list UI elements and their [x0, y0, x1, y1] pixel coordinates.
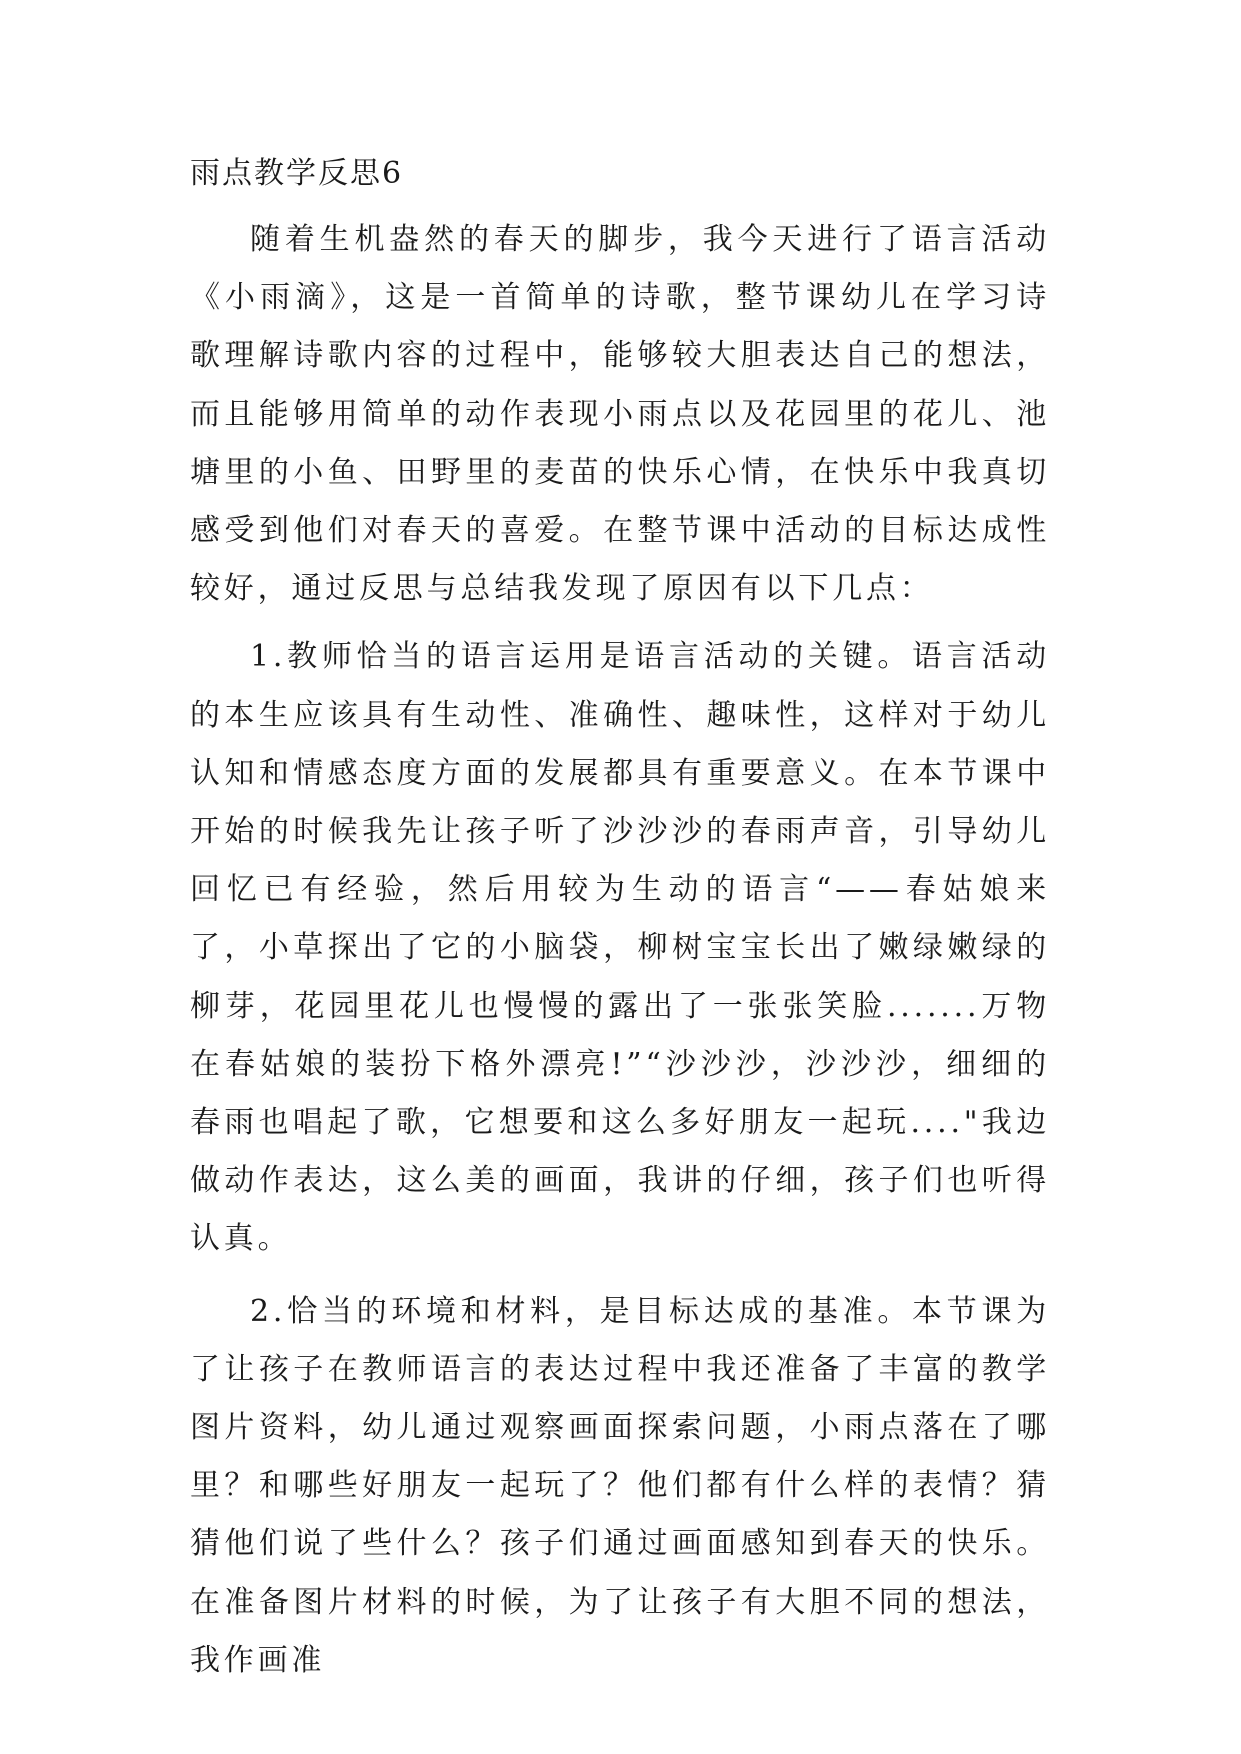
paragraph-point-2: 2.恰当的环境和材料，是目标达成的基准。本节课为了让孩子在教师语言的表达过程中我还准备了丰富的教学图片资料，幼儿通过观察画面探索问题，小雨点落在了哪里？和哪些好朋友一起玩了？他们都有什么样的表情？猜猜他们说了些什么？孩子们通过画面感知到春天的快乐。在准备图片材料的时候，为了让孩子有大胆不同的想法，我作画准	[190, 1293, 1050, 1678]
paragraph-point-1: 1.教师恰当的语言运用是语言活动的关键。语言活动的本生应该具有生动性、准确性、趣味性，这样对于幼儿认知和情感态度方面的发展都具有重要意义。在本节课中开始的时候我先让孩子听了沙沙沙的春雨声音，引导幼儿回忆已有经验，然后用较为生动的语言“——春姑娘来了，小草探出了它的小脑袋，柳树宝宝长出了嫩绿嫩绿的柳芽，花园里花儿也慢慢的露出了一张张笑脸.......万物在春姑娘的装扮下格外漂亮!”“沙沙沙，沙沙沙，细细的春雨也唱起了歌，它想要和这么多好朋友一起玩...."我边做动作表达，这么美的画面，我讲的仔细，孩子们也听得认真。	[190, 639, 1050, 1257]
document-title: 雨点教学反思6	[190, 156, 404, 191]
paragraph-intro: 随着生机盎然的春天的脚步，我今天进行了语言活动《小雨滴》，这是一首简单的诗歌，整节课幼儿在学习诗歌理解诗歌内容的过程中，能够较大胆表达自己的想法，而且能够用简单的动作表现小雨点以及花园里的花儿、池塘里的小鱼、田野里的麦苗的快乐心情，在快乐中我真切感受到他们对春天的喜爱。在整节课中活动的目标达成性较好，通过反思与总结我发现了原因有以下几点：	[190, 222, 1050, 607]
document-body	[190, 147, 1050, 1690]
